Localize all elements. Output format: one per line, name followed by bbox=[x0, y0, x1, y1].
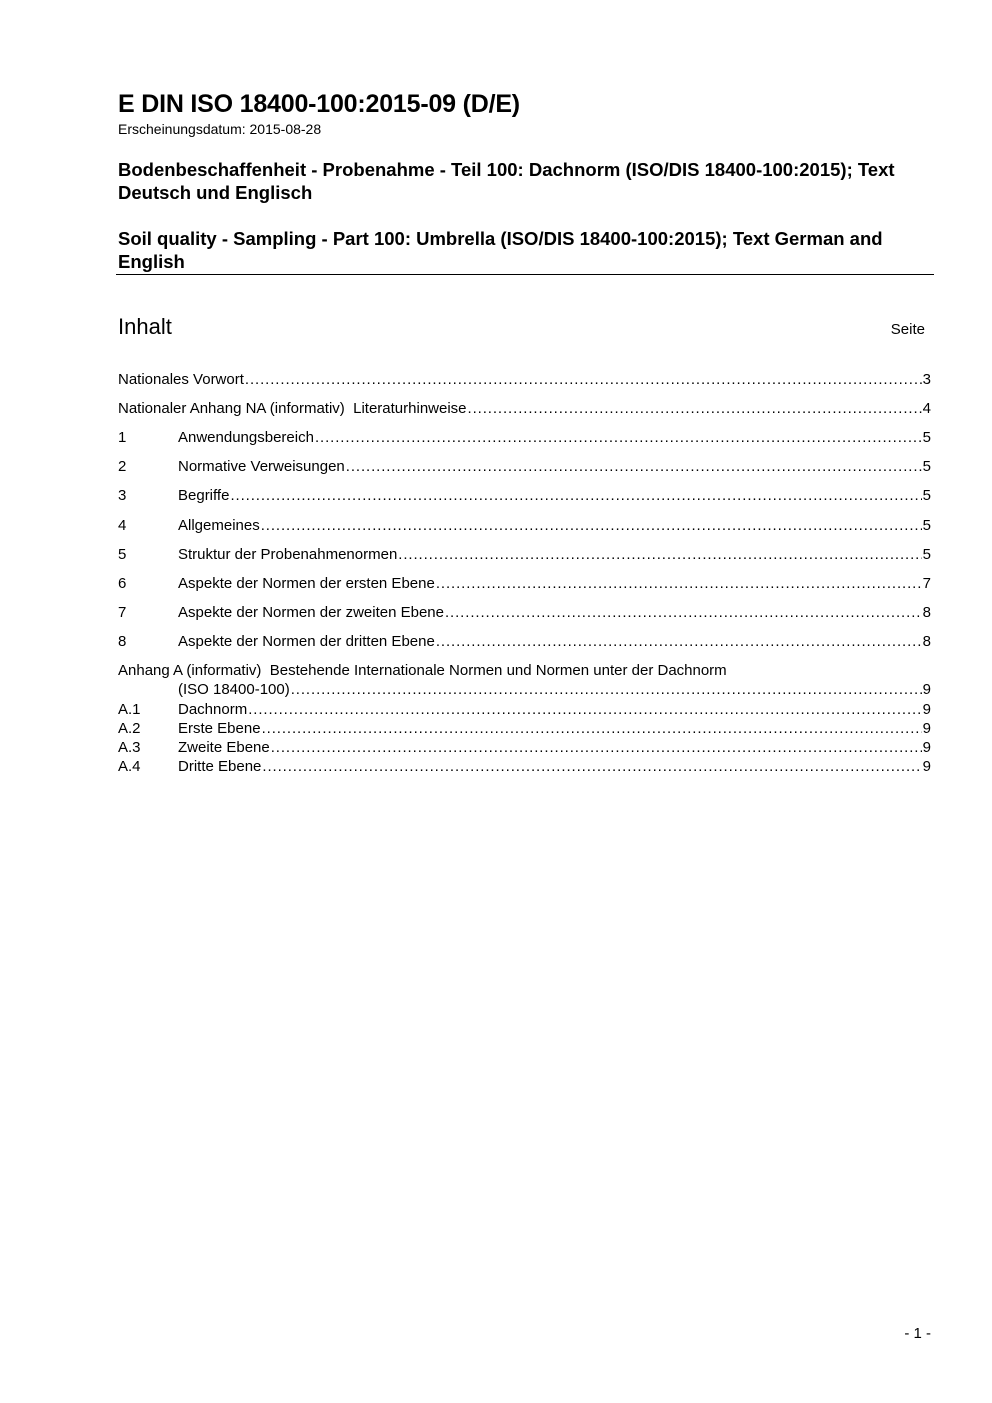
toc-entry-text: Dachnorm bbox=[178, 701, 248, 718]
toc-entry-text: Allgemeines bbox=[178, 517, 260, 534]
toc-annex-subentry[interactable] bbox=[118, 700, 931, 719]
toc-entry-page: 5 bbox=[922, 487, 931, 504]
toc-annex-entry[interactable] bbox=[118, 661, 931, 699]
document-id: E DIN ISO 18400-100:2015-09 (D/E) bbox=[118, 90, 520, 118]
toc-leader-dots bbox=[436, 574, 922, 593]
footer-page-number: - 1 - bbox=[904, 1325, 931, 1342]
toc-entry-page: 8 bbox=[922, 604, 931, 621]
toc-leader-dots bbox=[398, 545, 921, 564]
toc-entry-number: A.4 bbox=[118, 758, 141, 775]
toc-entry[interactable] bbox=[118, 486, 931, 505]
toc-annex-subtitle: (ISO 18400-100) bbox=[178, 681, 290, 698]
toc-leader-dots bbox=[445, 603, 922, 622]
header-divider bbox=[116, 274, 934, 275]
publication-date: Erscheinungsdatum: 2015-08-28 bbox=[118, 121, 322, 137]
toc-entry-page: 5 bbox=[922, 546, 931, 563]
toc-entry-text: Aspekte der Normen der dritten Ebene bbox=[178, 633, 435, 650]
toc-entry-text: Dritte Ebene bbox=[178, 758, 262, 775]
toc-leader-dots bbox=[230, 486, 921, 505]
toc-annex-continuation bbox=[118, 680, 931, 699]
toc-annex-page: 9 bbox=[922, 681, 931, 698]
toc-entry-text: Nationales Vorwort bbox=[118, 371, 244, 388]
toc-entry-number: 5 bbox=[118, 546, 127, 563]
toc-leader-dots bbox=[346, 457, 922, 476]
toc-leader-dots bbox=[315, 428, 922, 447]
toc-entry-number: 6 bbox=[118, 575, 127, 592]
toc-entry-number: A.2 bbox=[118, 720, 141, 737]
toc-entry-text: Struktur der Probenahmenormen bbox=[178, 546, 398, 563]
toc-leader-dots bbox=[291, 680, 922, 699]
toc-entry-text: Aspekte der Normen der zweiten Ebene bbox=[178, 604, 444, 621]
toc-entry-page: 9 bbox=[922, 758, 931, 775]
toc-entry-number: 1 bbox=[118, 429, 127, 446]
toc-entry-number: 8 bbox=[118, 633, 127, 650]
toc-entry-number: A.1 bbox=[118, 701, 141, 718]
toc-entry[interactable] bbox=[118, 632, 931, 651]
toc-entry-page: 3 bbox=[922, 371, 931, 388]
toc-annex-subentry[interactable] bbox=[118, 719, 931, 738]
toc-entry-page: 8 bbox=[922, 633, 931, 650]
toc-entry[interactable] bbox=[118, 370, 931, 389]
toc-leader-dots bbox=[271, 738, 922, 757]
title-german: Bodenbeschaffenheit - Probenahme - Teil 100: Dachnorm (ISO/DIS 18400-100:2015); Text Deutsch und Englisch bbox=[118, 159, 895, 203]
toc-entry-number: A.3 bbox=[118, 739, 141, 756]
toc-entry-text: Erste Ebene bbox=[178, 720, 261, 737]
toc-leader-dots bbox=[262, 757, 921, 776]
toc-entry-text: Begriffe bbox=[178, 487, 230, 504]
toc-annex-subentry[interactable] bbox=[118, 738, 931, 757]
toc-entry-page: 5 bbox=[922, 517, 931, 534]
toc-entry[interactable] bbox=[118, 457, 931, 476]
toc-entry-page: 4 bbox=[922, 400, 931, 417]
toc-entry-text: Anwendungsbereich bbox=[178, 429, 314, 446]
toc-entry-page: 9 bbox=[922, 739, 931, 756]
toc-entry-text: Zweite Ebene bbox=[178, 739, 270, 756]
toc-leader-dots bbox=[468, 399, 922, 418]
title-english: Soil quality - Sampling - Part 100: Umbrella (ISO/DIS 18400-100:2015); Text German and English bbox=[118, 228, 883, 272]
toc-entry-text: Normative Verweisungen bbox=[178, 458, 345, 475]
toc-entry[interactable] bbox=[118, 399, 931, 418]
toc-entry-page: 9 bbox=[922, 701, 931, 718]
toc-entry[interactable] bbox=[118, 545, 931, 564]
toc-leader-dots bbox=[436, 632, 922, 651]
toc-entry-number: 2 bbox=[118, 458, 127, 475]
toc-annex-title: Anhang A (informativ) Bestehende Internationale Normen und Normen unter der Dachnorm bbox=[118, 662, 727, 679]
toc-page-column-label: Seite bbox=[890, 321, 925, 338]
toc-entry-page: 9 bbox=[922, 720, 931, 737]
toc-leader-dots bbox=[262, 719, 922, 738]
toc-entry[interactable] bbox=[118, 428, 931, 447]
toc-leader-dots bbox=[245, 370, 922, 389]
toc-entry[interactable] bbox=[118, 574, 931, 593]
toc-leader-dots bbox=[248, 700, 921, 719]
toc-entry-text: Aspekte der Normen der ersten Ebene bbox=[178, 575, 435, 592]
toc-entry-page: 5 bbox=[922, 458, 931, 475]
toc-entry-number: 7 bbox=[118, 604, 127, 621]
toc-annex-subentry[interactable] bbox=[118, 757, 931, 776]
toc-entry-text: Nationaler Anhang NA (informativ) Literaturhinweise bbox=[118, 400, 467, 417]
toc-entry-number: 4 bbox=[118, 517, 127, 534]
toc-heading: Inhalt bbox=[118, 314, 172, 339]
toc-entry-page: 5 bbox=[922, 429, 931, 446]
toc-entry[interactable] bbox=[118, 603, 931, 622]
toc-leader-dots bbox=[261, 516, 922, 535]
toc-entry[interactable] bbox=[118, 516, 931, 535]
toc-entry-number: 3 bbox=[118, 487, 127, 504]
toc-entry-page: 7 bbox=[922, 575, 931, 592]
